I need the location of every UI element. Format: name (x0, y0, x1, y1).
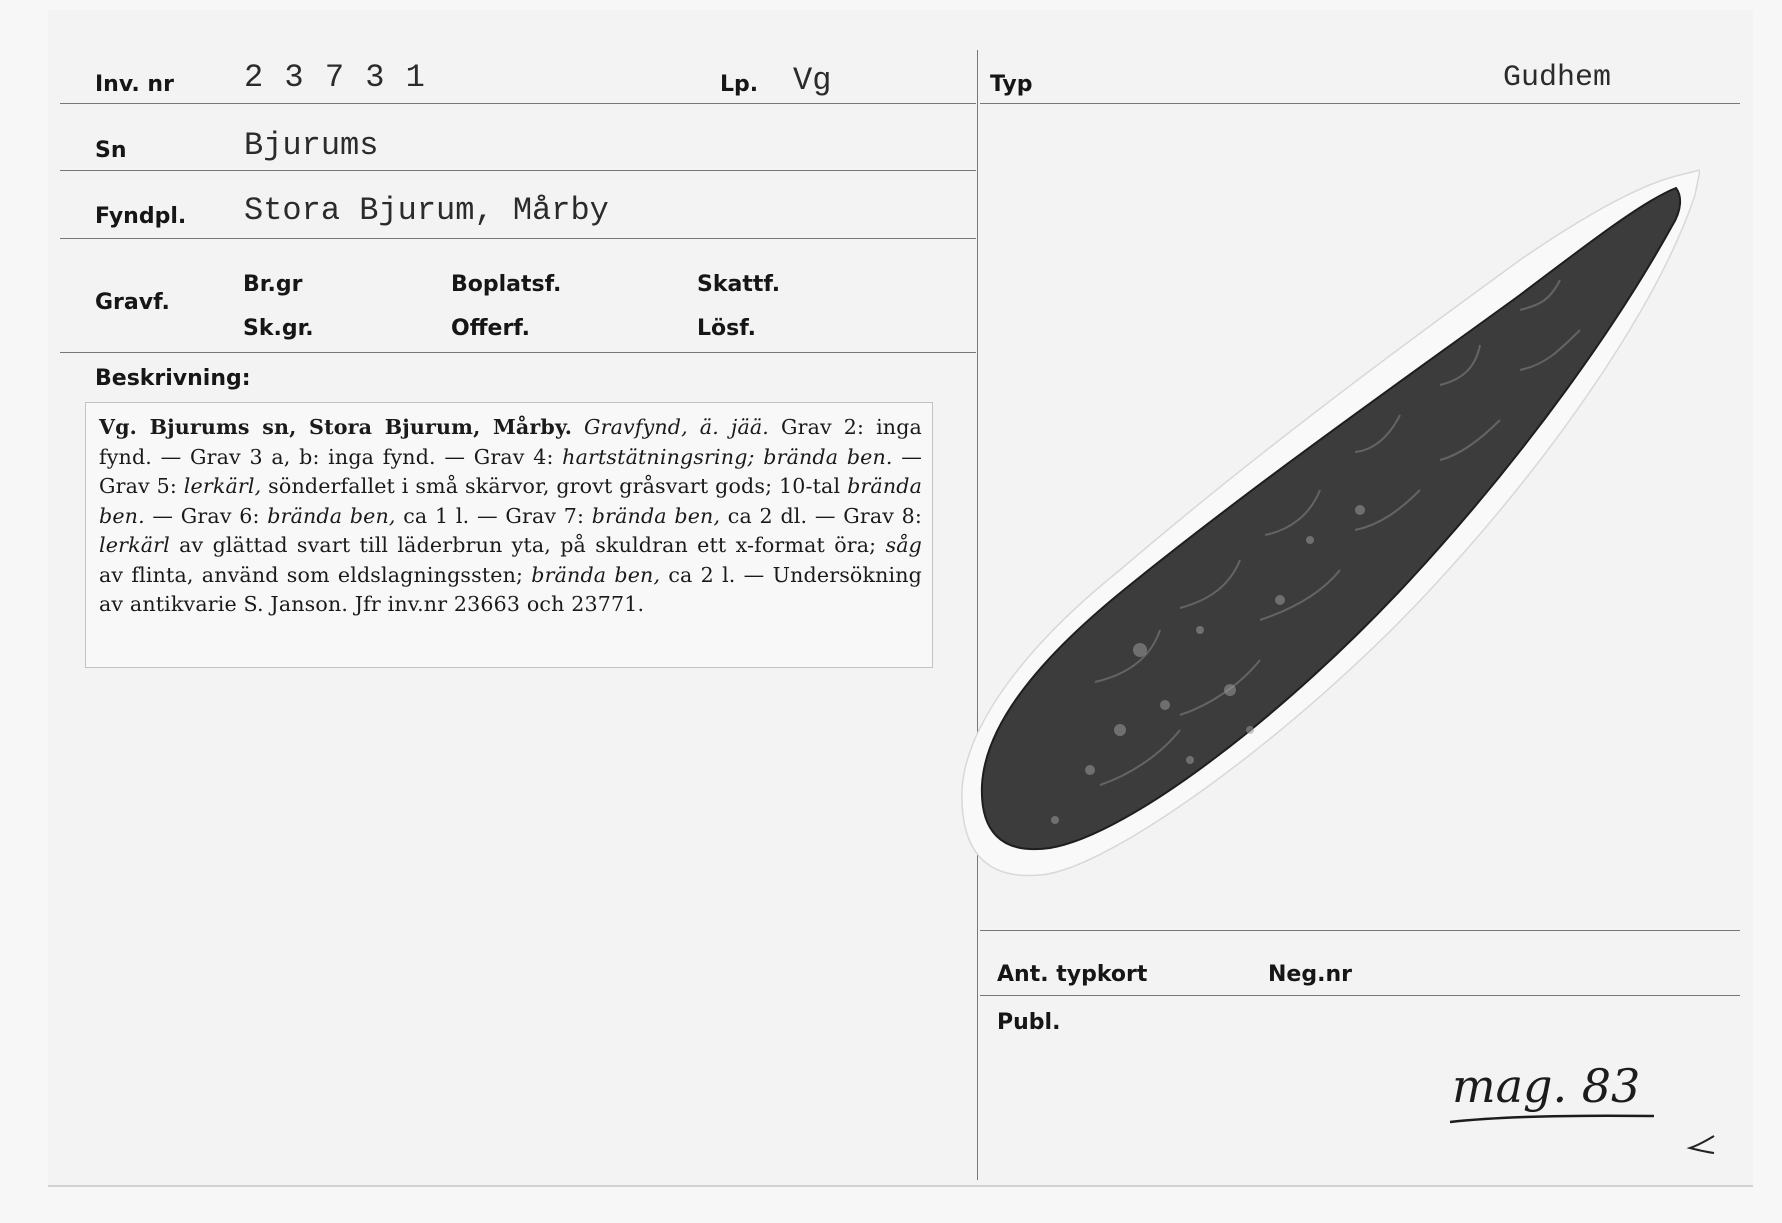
sn-value: Bjurums (244, 127, 379, 164)
corner-tick-mark (1686, 1132, 1718, 1158)
boplatsf-label: Boplatsf. (451, 272, 562, 297)
losf-label: Lösf. (697, 316, 756, 341)
description-segment: Grav 2: inga fynd. — Grav 3 a, b: inga fynd. — Grav 4: (99, 415, 922, 469)
rule-header-right (980, 103, 1740, 104)
flint-blade-photo (960, 130, 1700, 890)
description-segment: sönderfallet i små skärvor, grovt gråsvart gods; 10-tal (261, 474, 848, 498)
note-underline (1450, 1116, 1654, 1122)
description-segment: Gravfynd, ä. jää. (584, 415, 769, 439)
inv-nr-value: 2 3 7 3 1 (244, 59, 426, 96)
skgr-label: Sk.gr. (243, 316, 314, 341)
description-segment: såg (885, 533, 922, 557)
lp-label: Lp. (720, 72, 759, 97)
description-segment: brända ben. (99, 474, 922, 528)
fyndpl-value: Stora Bjurum, Mårby (244, 192, 609, 229)
sn-label: Sn (95, 138, 127, 163)
flint-blade (982, 188, 1680, 849)
offerf-label: Offerf. (451, 316, 531, 341)
gravf-label: Gravf. (95, 290, 170, 315)
description-segment: — Grav 5: (99, 444, 922, 498)
description-text (99, 413, 922, 620)
skattf-label: Skattf. (697, 272, 781, 297)
lp-value: Vg (793, 62, 832, 99)
description-segment: brända ben, (531, 562, 661, 587)
description-segment (572, 415, 584, 439)
inv-nr-label: Inv. nr (95, 72, 174, 97)
rule-fyndpl (60, 238, 976, 239)
description-segment: av flinta, använd som eldslagningssten; (99, 562, 532, 587)
description-segment: Vg. Bjurums sn, Stora Bjurum, Mårby. (99, 415, 573, 439)
description-segment: ca 2 dl. — Grav 8: (720, 503, 923, 528)
description-segment: — Grav 6: (144, 503, 268, 528)
description-slip (85, 402, 933, 668)
description-segment: ca 1 l. — Grav 7: (395, 503, 592, 528)
handwritten-note-text: mag. 83 (1452, 1059, 1641, 1113)
description-segment: lerkärl (99, 533, 170, 557)
neg-nr-label: Neg.nr (1268, 962, 1352, 987)
description-segment: ca 2 l. — Undersökning av antikvarie S. Janson. Jfr inv.nr 23663 och 23771. (99, 562, 922, 616)
rule-ant-typkort (980, 930, 1740, 931)
publ-label: Publ. (997, 1010, 1061, 1035)
description-segment: av glättad svart till läderbrun yta, på skuldran ett x-format öra; (169, 533, 886, 557)
rule-sn (60, 170, 976, 171)
fyndpl-label: Fyndpl. (95, 204, 187, 229)
description-segment: brända ben, (591, 503, 721, 528)
brgr-label: Br.gr (243, 272, 303, 297)
description-segment: hartstätningsring; brända ben. (562, 444, 893, 469)
typ-value: Gudhem (1503, 61, 1612, 95)
ant-typkort-label: Ant. typkort (997, 962, 1148, 987)
beskrivning-label: Beskrivning: (95, 366, 251, 391)
typ-label: Typ (990, 72, 1033, 97)
description-segment: brända ben, (267, 503, 396, 528)
description-segment: lerkärl, (183, 474, 262, 498)
rule-header (60, 103, 976, 104)
handwritten-note (1444, 1058, 1659, 1130)
rule-neg-nr (980, 995, 1740, 996)
rule-gravf (60, 352, 976, 353)
